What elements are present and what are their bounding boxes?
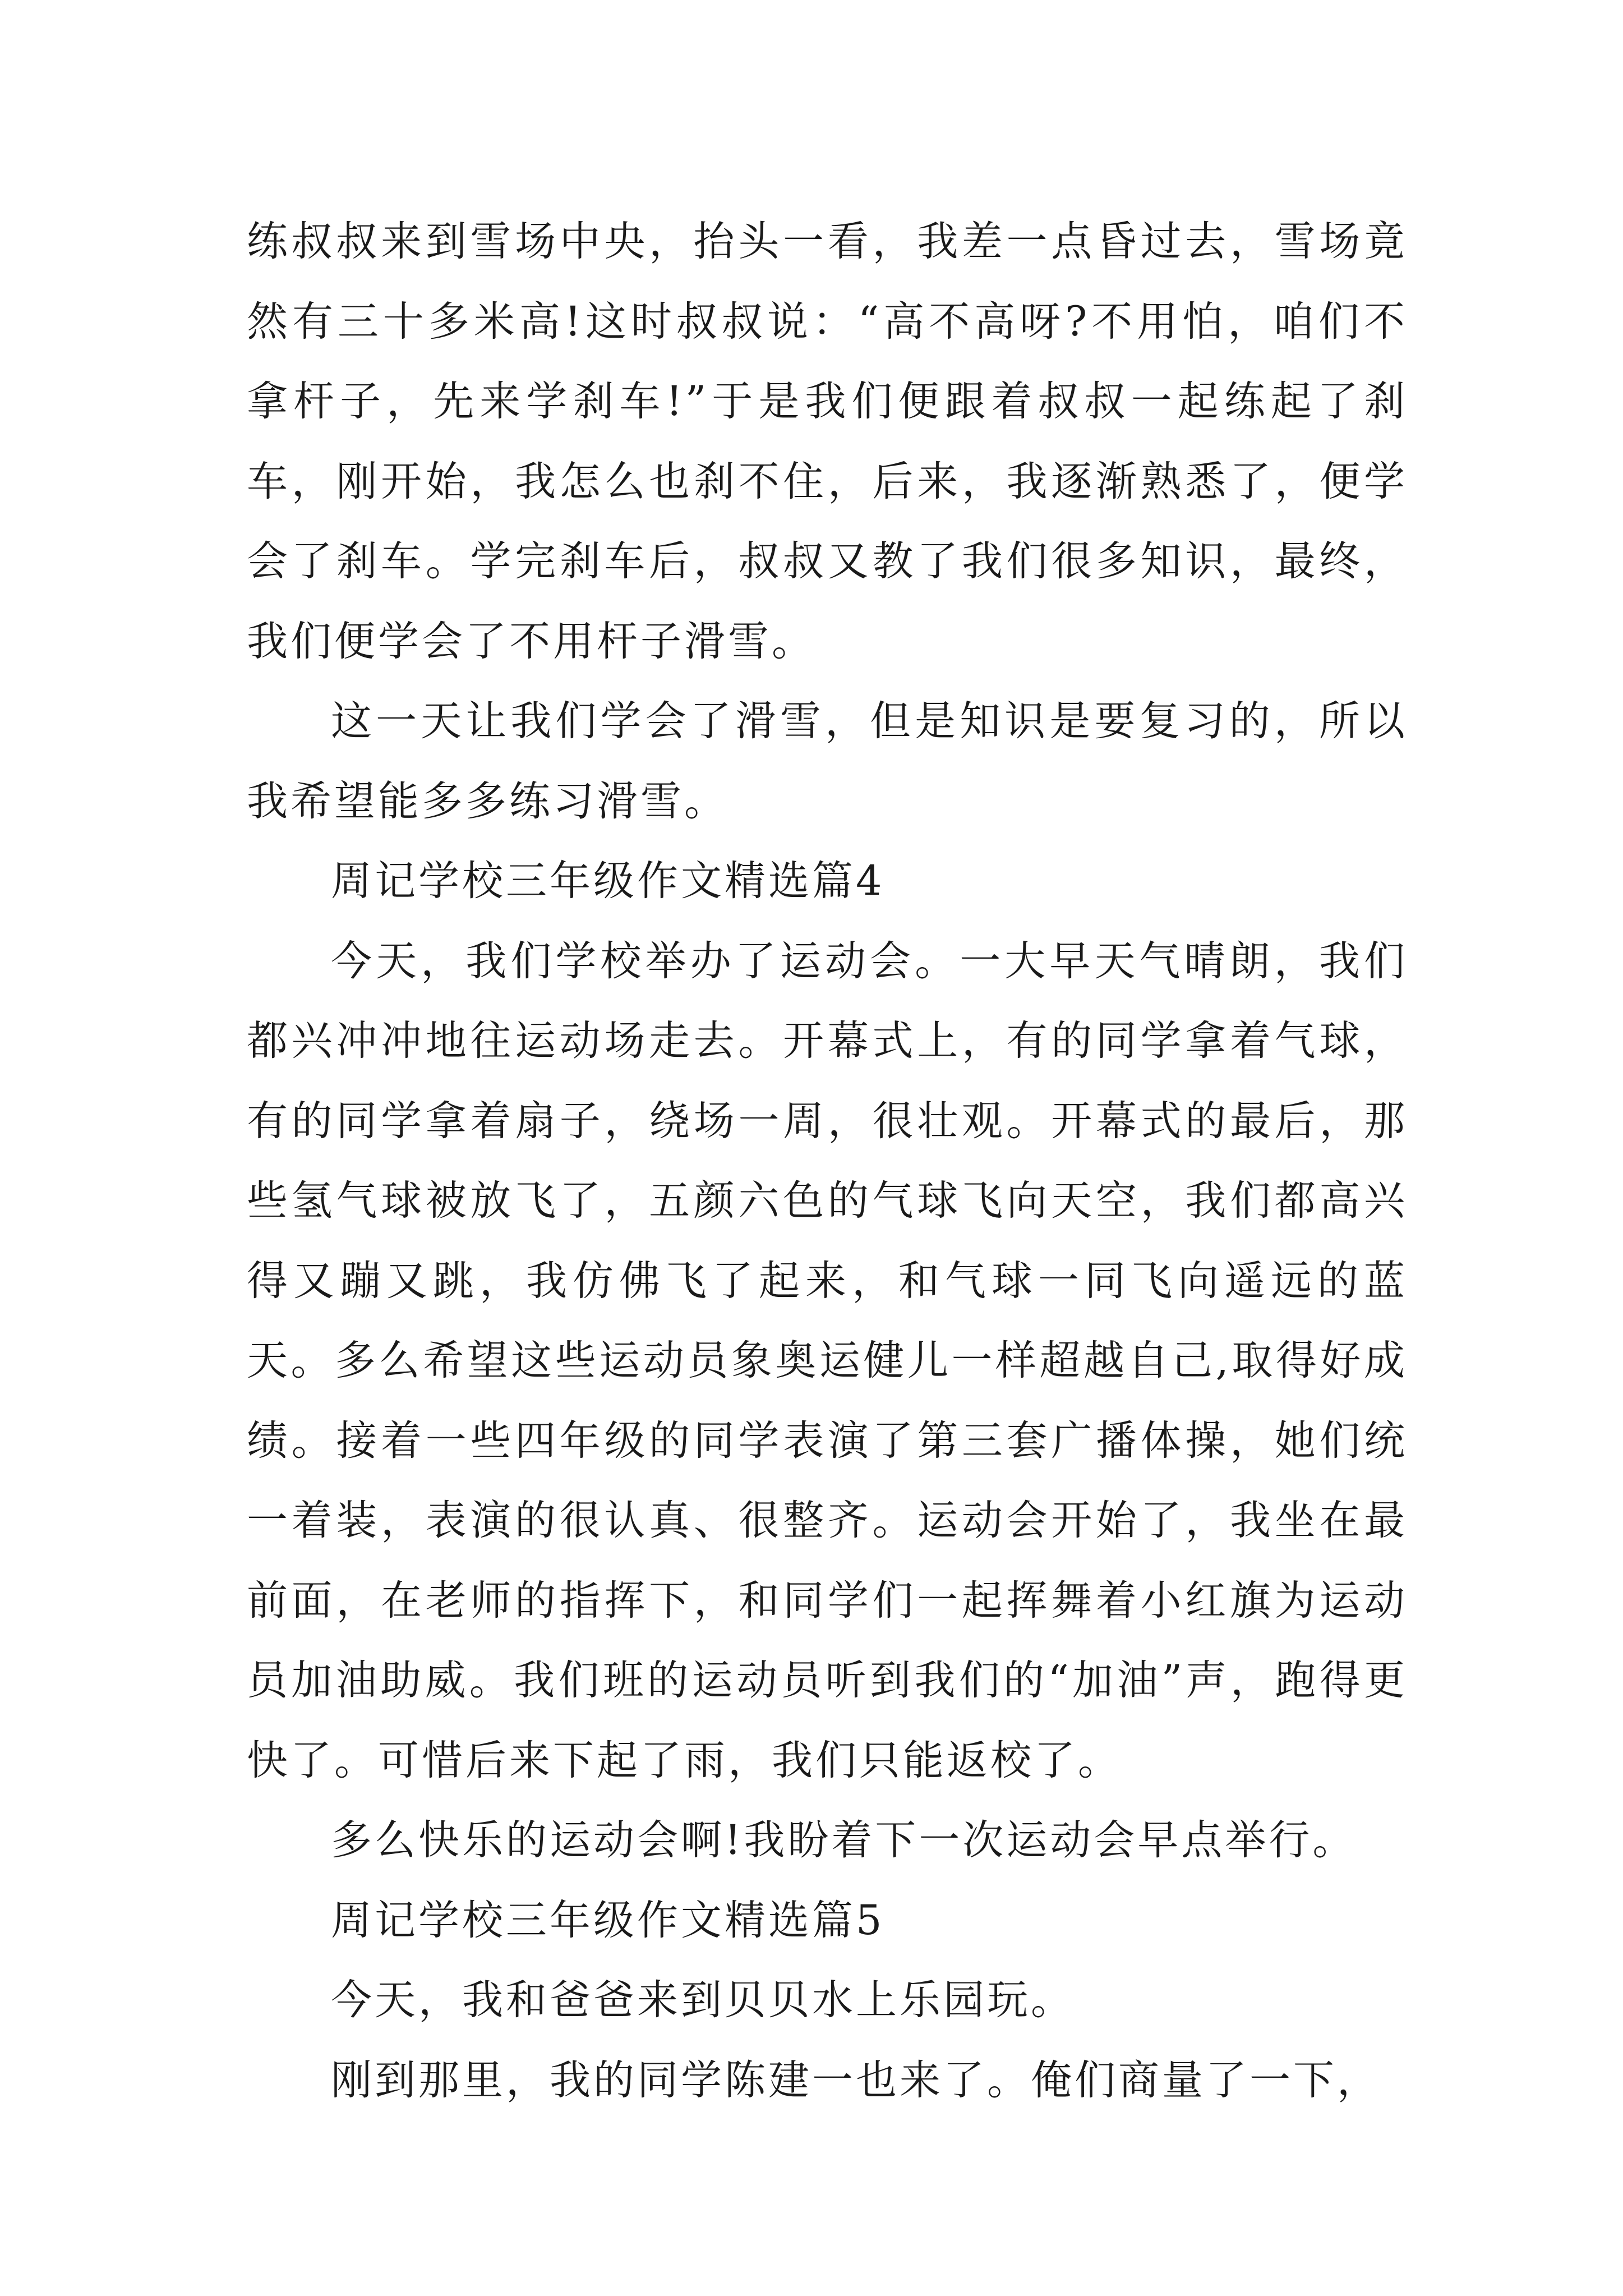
paragraph-sports-meet-conclusion: 多么快乐的运动会啊!我盼着下一次运动会早点举行。 xyxy=(331,1816,1357,1864)
paragraph-ski-story: 练叔叔来到雪场中央，抬头一看，我差一点昏过去，雪场竟然有三十多米高!这时叔叔说：“高不高呀?不用怕，咱们不拿杆子，先来学刹车!”于是我们便跟着叔叔一起练起了刹车，刚开始，我怎么也刹不住，后来，我逐渐熟悉了，便学会了刹车。学完刹车后，叔叔又教了我们很多知识，最终，我们便学会了不用杆子滑雪。 xyxy=(247,218,1408,665)
paragraph-water-park-intro: 今天，我和爸爸来到贝贝水上乐园玩。 xyxy=(331,1976,1075,2024)
section-heading-4: 周记学校三年级作文精选篇4 xyxy=(331,857,885,905)
section-heading-5: 周记学校三年级作文精选篇5 xyxy=(331,1896,885,1944)
paragraph-water-park-arrival: 刚到那里，我的同学陈建一也来了。俺们商量了一下， xyxy=(331,2056,1381,2104)
paragraph-ski-conclusion: 这一天让我们学会了滑雪，但是知识是要复习的，所以我希望能多多练习滑雪。 xyxy=(247,697,1408,825)
paragraph-sports-meet: 今天，我们学校举办了运动会。一大早天气晴朗，我们都兴冲冲地往运动场走去。开幕式上，有的同学拿着气球，有的同学拿着扇子，绕场一周，很壮观。开幕式的最后，那些氢气球被放飞了，五颜六色的气球飞向天空，我们都高兴得又蹦又跳，我仿佛飞了起来，和气球一同飞向遥远的蓝天。多么希望这些运动员象奥运健儿一样超越自己,取得好成绩。接着一些四年级的同学表演了第三套广播体操，她们统一着装，表演的很认真、很整齐。运动会开始了，我坐在最前面，在老师的指挥下，和同学们一起挥舞着小红旗为运动员加油助威。我们班的运动员听到我们的“加油”声，跑得更快了。可惜后来下起了雨，我们只能返校了。 xyxy=(247,937,1408,1784)
document-page xyxy=(247,202,1408,2120)
